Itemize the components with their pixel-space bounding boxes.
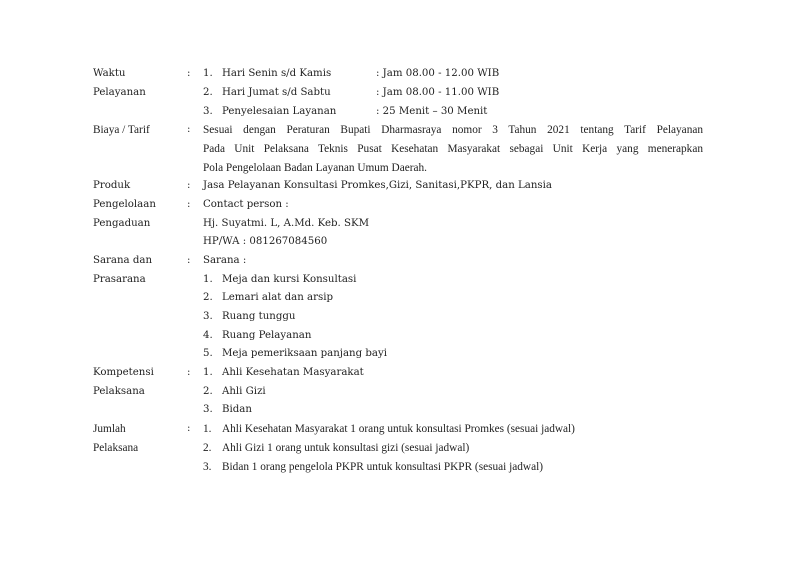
paragraph-line: Pada Unit Pelaksana Teknis Pusat Kesehatan Masyarakat sebagai Unit Kerja yang menerapkan [203,143,703,155]
item-text: Ahli Gizi 1 orang untuk konsultasi gizi (sesuai jadwal) [222,442,470,454]
item-number: 4. [203,330,213,341]
item-text: Ahli Gizi [222,386,266,397]
item-text: Penyelesaian Layanan [222,106,337,117]
item-text: Lemari alat dan arsip [222,292,333,303]
colon: : [187,180,191,191]
item-text: Ahli Kesehatan Masyarakat [222,367,364,378]
colon: : [187,367,191,378]
item-number: 5. [203,348,213,359]
label-sarana-dan: Sarana dan [93,255,153,266]
item-number: 3. [203,311,213,322]
item-text: Ruang tunggu [222,311,296,322]
item-number: 3. [203,106,213,117]
item-text: Hari Jumat s/d Sabtu [222,87,331,98]
item-number: 1. [203,423,212,435]
label-biaya-tarif: Biaya / Tarif [93,124,150,136]
item-text: Bidan [222,404,252,415]
item-number: 1. [203,367,213,378]
item-text: Ruang Pelayanan [222,330,312,341]
label-pelaksana: Pelaksana [93,386,145,397]
contact-name: Hj. Suyatmi. L, A.Md. Keb. SKM [203,218,370,229]
label-kompetensi: Kompetensi [93,367,154,378]
item-number: 2. [203,292,213,303]
label-pelayanan: Pelayanan [93,87,146,98]
colon: : [187,68,191,79]
item-value: : Jam 08.00 - 11.00 WIB [376,87,500,98]
item-number: 3. [203,461,212,473]
contact-heading: Contact person : [203,199,289,210]
colon: : [187,199,191,210]
item-number: 1. [203,274,213,285]
item-value: : 25 Menit – 30 Menit [376,106,488,117]
produk-text: Jasa Pelayanan Konsultasi Promkes,Gizi, Sanitasi,PKPR, dan Lansia [203,180,552,191]
label-prasarana: Prasarana [93,274,146,285]
item-number: 2. [203,442,212,454]
item-text: Bidan 1 orang pengelola PKPR untuk konsultasi PKPR (sesuai jadwal) [222,461,543,473]
item-text: Meja dan kursi Konsultasi [222,274,357,285]
sarana-heading: Sarana : [203,255,247,266]
item-number: 1. [203,68,213,79]
colon: : [187,255,191,266]
item-number: 2. [203,386,213,397]
item-text: Meja pemeriksaan panjang bayi [222,348,387,359]
label-pengelolaan: Pengelolaan [93,199,156,210]
item-text: Ahli Kesehatan Masyarakat 1 orang untuk konsultasi Promkes (sesuai jadwal) [222,423,575,435]
label-waktu: Waktu [93,68,126,79]
item-number: 3. [203,404,213,415]
contact-phone: HP/WA : 081267084560 [203,236,328,247]
item-text: Hari Senin s/d Kamis [222,68,332,79]
label-produk: Produk [93,180,131,191]
paragraph-line: Pola Pengelolaan Badan Layanan Umum Daerah. [203,162,427,174]
label-jumlah: Jumlah [93,423,126,435]
label-pengaduan: Pengaduan [93,218,151,229]
item-number: 2. [203,87,213,98]
item-value: : Jam 08.00 - 12.00 WIB [376,68,500,79]
colon: : [187,124,191,135]
colon: : [187,423,191,434]
paragraph-line: Sesuai dengan Peraturan Bupati Dharmasraya nomor 3 Tahun 2021 tentang Tarif Pelayanan [203,124,703,136]
label-pelaksana: Pelaksana [93,442,139,454]
